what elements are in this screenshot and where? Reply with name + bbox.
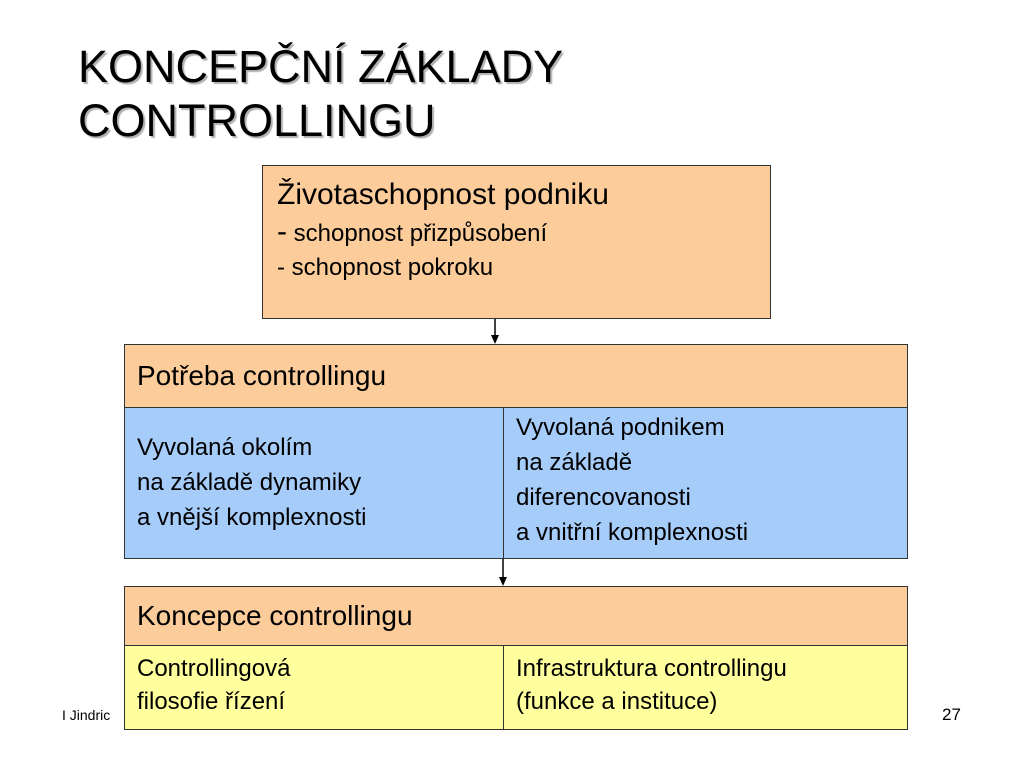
arrow-need-to-concept: [499, 559, 507, 586]
concept-philosophy-cell: [124, 645, 504, 730]
concept-right-line-2: (funkce a instituce): [516, 688, 718, 715]
title-line-2: CONTROLLINGU: [78, 95, 436, 146]
viability-item-1-dash: -: [277, 215, 287, 248]
concept-right-line-1: Infrastruktura controllingu: [516, 655, 787, 682]
page-number: 27: [942, 705, 961, 724]
need-left-line-3: a vnější komplexnosti: [137, 504, 367, 531]
need-header: [124, 344, 908, 408]
arrow-viability-to-need: [491, 319, 499, 344]
need-left-line-1: Vyvolaná okolím: [137, 434, 313, 461]
need-company-cell: [503, 407, 908, 559]
title-line-1: KONCEPČNÍ ZÁKLADY: [78, 41, 564, 92]
need-heading: Potřeba controllingu: [137, 360, 387, 391]
concept-heading: Koncepce controllingu: [137, 600, 413, 631]
need-right-line-3: diferencovanosti: [516, 484, 691, 511]
viability-heading: Životaschopnost podniku: [277, 178, 609, 211]
viability-item-1-text: schopnost přizpůsobení: [293, 220, 548, 247]
concept-header: [124, 586, 908, 646]
need-environment-cell: [124, 407, 504, 559]
need-left-line-2: na základě dynamiky: [137, 469, 362, 496]
need-right-line-1: Vyvolaná podnikem: [516, 414, 725, 441]
concept-infrastructure-cell: [503, 645, 908, 730]
concept-left-line-1: Controllingová: [137, 655, 291, 682]
footer-author: I Jindric: [62, 707, 111, 723]
concept-left-line-2: filosofie řízení: [137, 688, 286, 715]
need-right-line-4: a vnitřní komplexnosti: [516, 519, 749, 546]
viability-item-2: - schopnost pokroku: [277, 254, 494, 281]
need-right-line-2: na základě: [516, 449, 633, 476]
